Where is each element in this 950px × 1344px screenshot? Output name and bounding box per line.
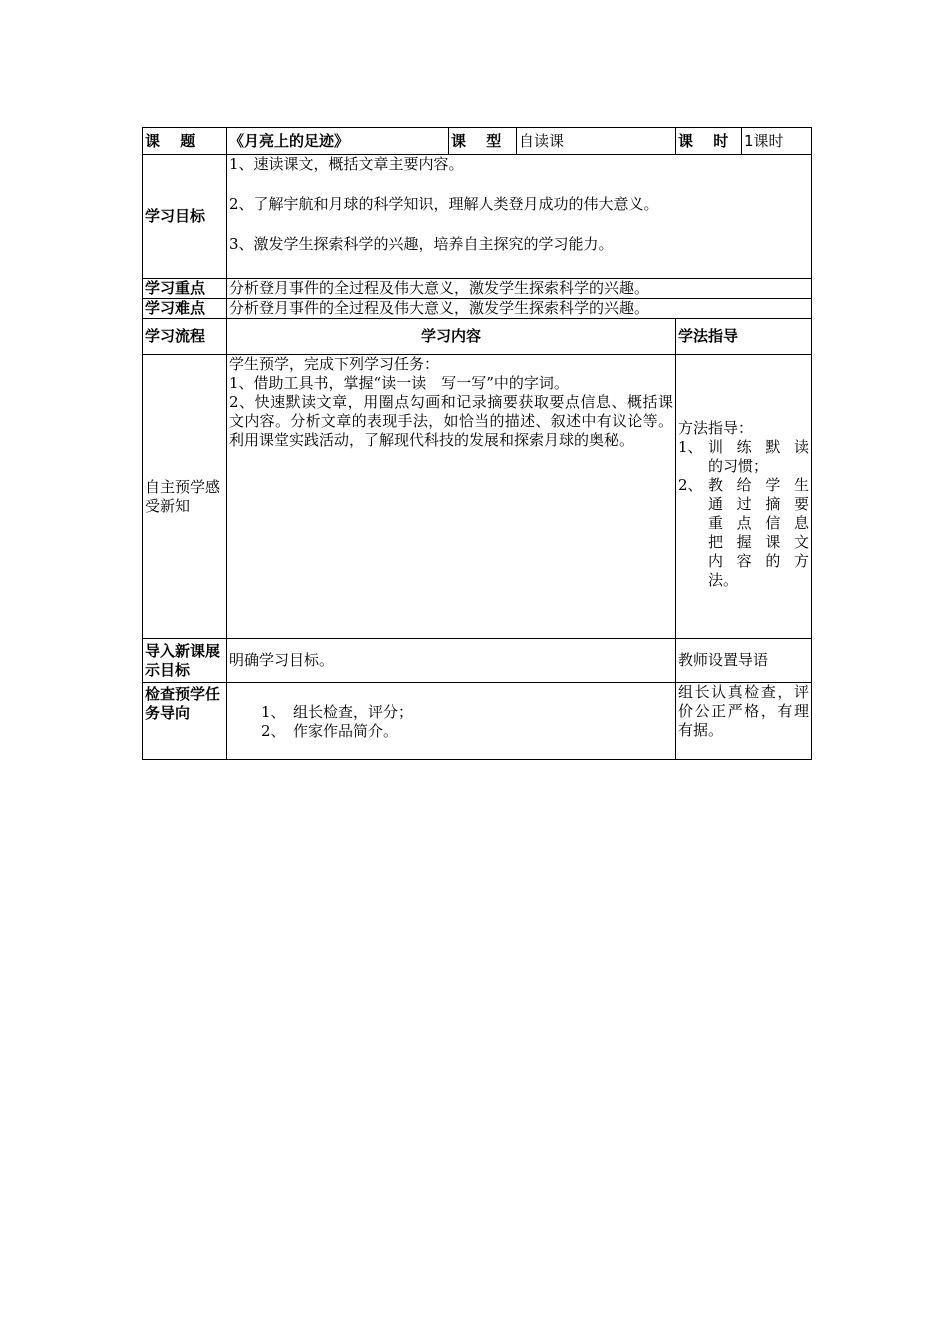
type-label: 课 型 [449,128,517,155]
type-value: 自读课 [517,128,676,155]
goals-label: 学习目标 [143,155,227,279]
guide-item: 1、 训练默读 [678,438,809,456]
topic-value: 《月亮上的足迹》 [227,128,449,155]
difficulty-label: 学习难点 [143,299,227,319]
difficulty-row [143,299,812,319]
self-study-row [143,355,812,639]
check-item: 1、 组长检查，评分； [261,703,414,721]
lesson-plan-table [142,127,812,760]
flow-header-row [143,319,812,355]
intro-goal-label: 导入新课展示目标 [143,639,227,683]
guide-item: 2、 教给学生 [678,476,809,494]
hours-label: 课 时 [676,128,742,155]
self-study-content [227,355,676,639]
guide-item-cont: 重点信息 [708,514,809,532]
self-study-method [676,355,812,639]
key-point-value: 分析登月事件的全过程及伟大意义，激发学生探索科学的兴趣。 [227,279,812,299]
header-row [143,128,812,155]
topic-label: 课 题 [143,128,227,155]
flow-content-header: 学习内容 [227,319,676,355]
guide-item-cont: 的习惯； [708,457,769,475]
intro-goal-row [143,639,812,683]
check-item: 2、 作家作品简介。 [261,722,399,740]
flow-process-header: 学习流程 [143,319,227,355]
goal-item: 3、激发学生探索科学的兴趣，培养自主探究的学习能力。 [229,235,614,253]
check-label: 检查预学任务导向 [143,683,227,760]
self-study-task-1: 1、借助工具书，掌握“读一读 写一写”中的字词。 [229,374,569,392]
key-point-row [143,279,812,299]
check-content [227,683,676,760]
guide-item-cont: 内容的方 [708,552,809,570]
self-study-task-2: 2、快速默读文章，用圈点勾画和记录摘要获取要点信息、概括课文内容。分析文章的表现手法，如恰当的描述、叙述中有议论等。利用课堂实践活动，了解现代科技的发展和探索月球的奥秘。 [229,393,673,449]
check-row [143,683,812,760]
goals-row [143,155,812,279]
goals-content [227,155,812,279]
difficulty-value: 分析登月事件的全过程及伟大意义，激发学生探索科学的兴趣。 [227,299,812,319]
guide-item-cont: 把握课文 [708,533,809,551]
flow-method-header: 学法指导 [676,319,812,355]
intro-goal-method: 教师设置导语 [676,639,812,683]
intro-goal-content: 明确学习目标。 [227,639,676,683]
guide-list [678,438,809,590]
guide-item-cont: 通过摘要 [708,495,809,513]
check-method: 组长认真检查，评价公正严格，有理有据。 [676,683,812,760]
goal-item: 1、速读课文，概括文章主要内容。 [229,155,464,173]
guide-item-cont: 法。 [708,571,739,589]
hours-value: 1课时 [742,128,812,155]
check-list [229,703,673,741]
self-study-intro: 学生预学，完成下列学习任务： [229,355,440,373]
guide-title: 方法指导： [678,419,754,437]
self-study-label: 自主预学感受新知 [143,355,227,639]
key-point-label: 学习重点 [143,279,227,299]
goal-item: 2、了解宇航和月球的科学知识，理解人类登月成功的伟大意义。 [229,195,659,213]
